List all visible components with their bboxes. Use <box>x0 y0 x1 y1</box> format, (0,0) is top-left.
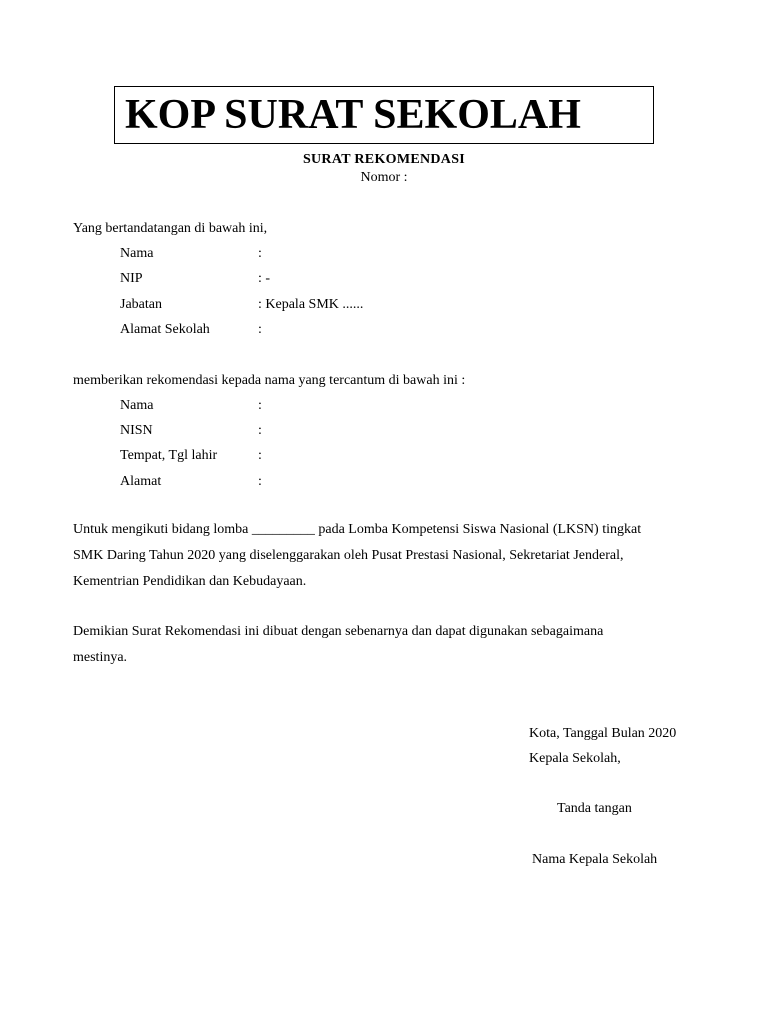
letterhead-box <box>114 86 654 144</box>
student-address-value: : <box>258 474 262 489</box>
student-name-label: Nama <box>120 398 154 413</box>
signer-address-value: : <box>258 322 262 337</box>
signer-name-value: : <box>258 246 262 261</box>
purpose-line: SMK Daring Tahun 2020 yang diselenggarakan oleh Pusat Prestasi Nasional, Sekretariat Jenderal, <box>73 548 624 563</box>
document-title: SURAT REKOMENDASI <box>302 152 466 167</box>
signer-nip-label: NIP <box>120 271 143 286</box>
signature-placeholder: Tanda tangan <box>557 801 632 816</box>
place-date: Kota, Tanggal Bulan 2020 <box>529 726 677 741</box>
signer-name-label: Nama <box>120 246 154 261</box>
purpose-paragraph <box>73 517 641 595</box>
signer-position: Kepala Sekolah, <box>529 751 621 766</box>
closing-line: mestinya. <box>73 650 128 665</box>
student-nisn-value: : <box>258 423 262 438</box>
student-birth-value: : <box>258 448 262 463</box>
student-address-label: Alamat <box>120 474 162 489</box>
student-nisn-label: NISN <box>120 423 153 438</box>
purpose-line: Kementrian Pendidikan dan Kebudayaan. <box>73 574 307 589</box>
signer-position-value: : Kepala SMK ...... <box>258 297 364 312</box>
signer-position-label: Jabatan <box>120 297 162 312</box>
recommend-intro-text: memberikan rekomendasi kepada nama yang tercantum di bawah ini : <box>73 373 466 388</box>
document-number: Nomor : <box>360 170 408 185</box>
signer-nip-value: : - <box>258 271 271 286</box>
intro-text: Yang bertandatangan di bawah ini, <box>73 221 268 236</box>
student-name-value: : <box>258 398 262 413</box>
purpose-line: Untuk mengikuti bidang lomba _________ pada Lomba Kompetensi Siswa Nasional (LKSN) tingkat <box>73 522 642 537</box>
letterhead-title: KOP SURAT SEKOLAH <box>125 92 581 138</box>
signer-address-label: Alamat Sekolah <box>120 322 210 337</box>
closing-line: Demikian Surat Rekomendasi ini dibuat dengan sebenarnya dan dapat digunakan sebagaimana <box>73 624 604 639</box>
student-birth-label: Tempat, Tgl lahir <box>120 448 218 463</box>
signer-full-name: Nama Kepala Sekolah <box>532 852 658 867</box>
closing-paragraph <box>73 619 603 671</box>
